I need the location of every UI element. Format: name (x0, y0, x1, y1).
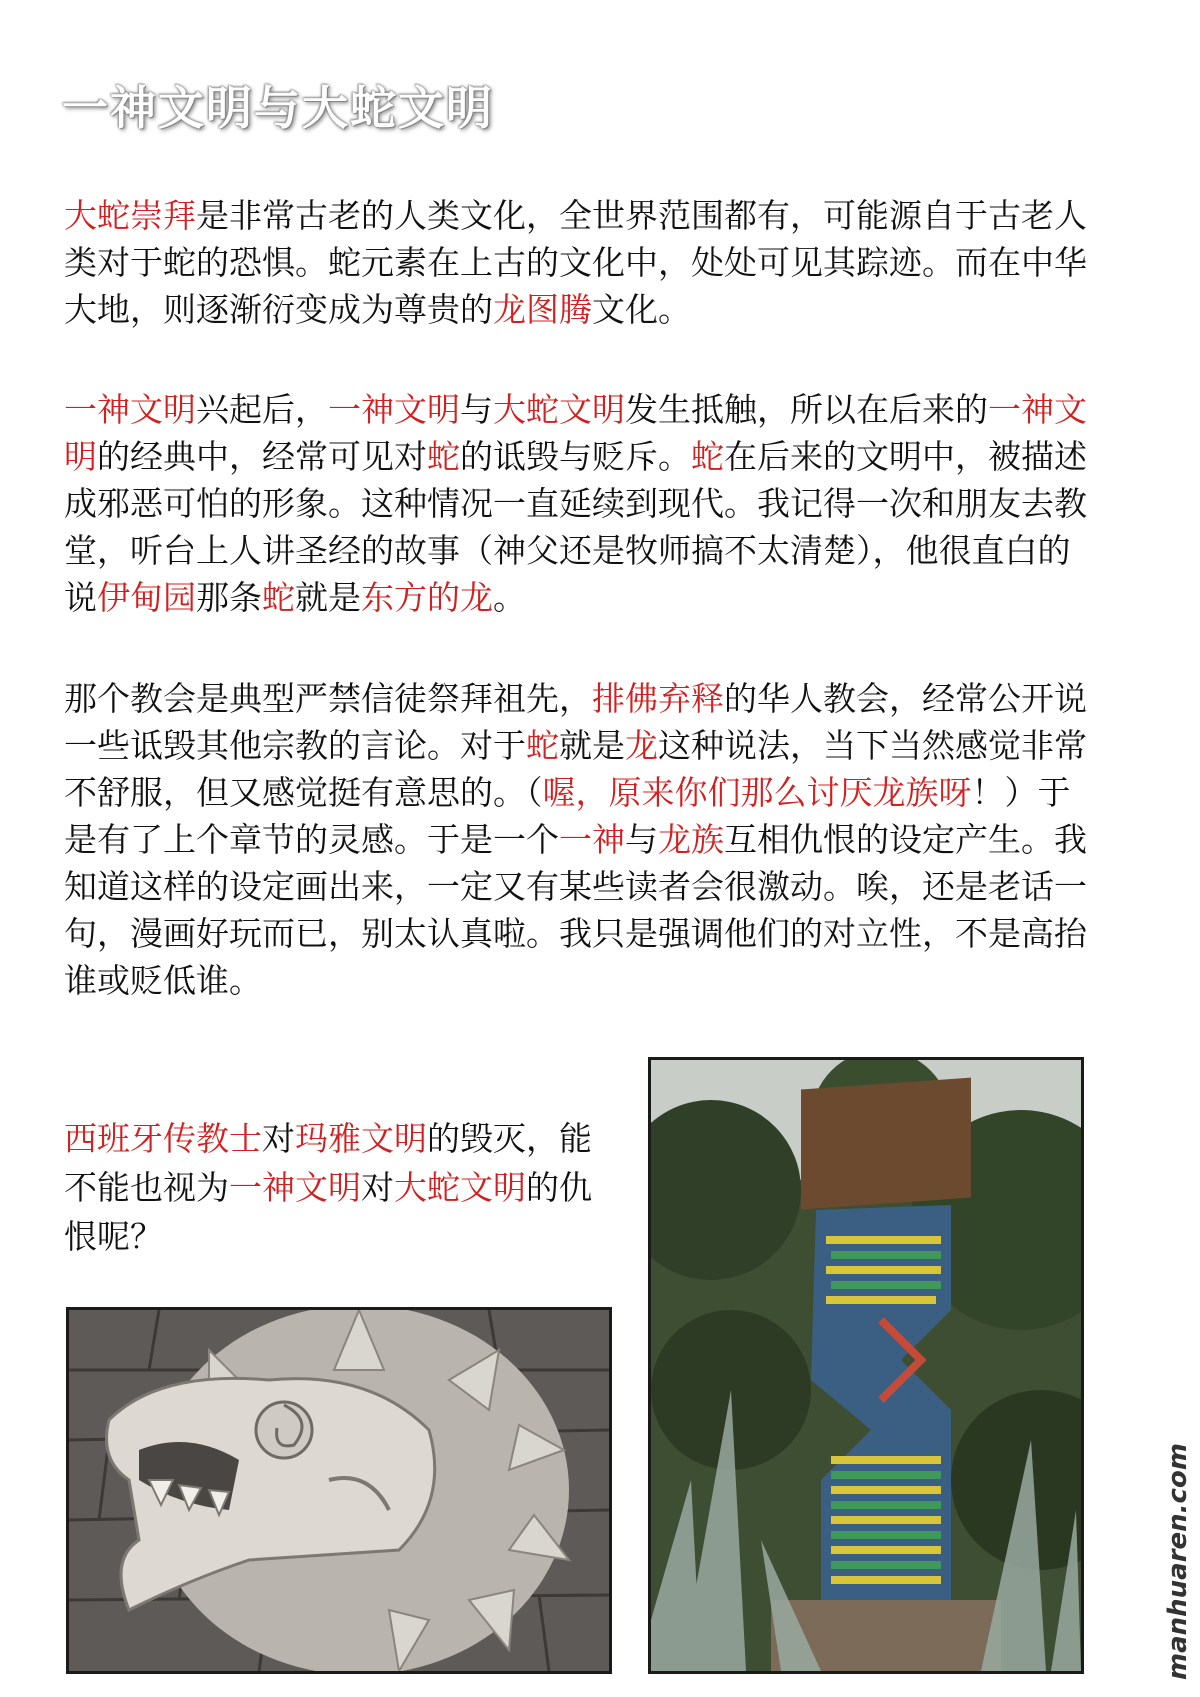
highlight-term: 东方的龙 (361, 578, 493, 617)
paragraph-serpent-worship (64, 192, 1094, 333)
highlight-term: 喔，原来你们那么讨厌龙族呀 (542, 773, 972, 812)
body-text: 对 (262, 1119, 295, 1158)
watermark-text: manhuaren.com (1163, 1443, 1193, 1680)
highlight-term: 蛇 (427, 437, 460, 476)
highlight-term: 一神文明 (64, 390, 1087, 476)
highlight-term: 伊甸园 (97, 578, 196, 617)
body-text: 与 (625, 820, 658, 859)
body-text: 的经典中，经常可见对 (97, 437, 427, 476)
highlight-term: 大蛇崇拜 (64, 196, 196, 235)
body-text: 的诋毁与贬斥。 (460, 437, 691, 476)
highlight-term: 大蛇文明 (493, 390, 625, 429)
body-text: 那条 (196, 578, 262, 617)
paragraph-church-anecdote (64, 675, 1094, 1004)
highlight-term: 龙族 (658, 820, 724, 859)
highlight-term: 一神文明 (328, 390, 460, 429)
highlight-term: 一神 (559, 820, 625, 859)
paragraph-monotheism-conflict (64, 386, 1094, 621)
highlight-term: 大蛇文明 (394, 1168, 526, 1207)
body-text: 。 (493, 578, 526, 617)
highlight-term: 蛇 (691, 437, 724, 476)
photo-caption-question (64, 1114, 624, 1261)
painted-serpent-column-photo (648, 1057, 1084, 1674)
body-text: ！）于是有了上个章节的灵感。于是一个 (64, 773, 1071, 859)
body-text: 的华人教会，经常公开说一些诋毁其他宗教的言论。对于 (64, 679, 1087, 765)
body-text: 的毁灭，能不能也视为 (64, 1119, 592, 1207)
highlight-term: 蛇 (526, 726, 559, 765)
site-watermark (1158, 1443, 1198, 1690)
highlight-term: 龙 (625, 726, 658, 765)
body-text: 的仇恨呢？ (64, 1168, 592, 1256)
body-text: 兴起后， (196, 390, 328, 429)
highlight-term: 龙图腾 (493, 290, 592, 329)
body-text: 文化。 (592, 290, 691, 329)
body-text: 就是 (295, 578, 361, 617)
page-title: 一神文明与大蛇文明 (62, 81, 494, 135)
body-text: 是非常古老的人类文化，全世界范围都有，可能源自于古老人类对于蛇的恐惧。蛇元素在上古的文化中，处处可见其踪迹。而在中华大地，则逐渐衍变成为尊贵的 (64, 196, 1087, 329)
serpent-head-stone-photo (66, 1307, 612, 1674)
highlight-term: 玛雅文明 (295, 1119, 427, 1158)
body-text: 发生抵触，所以在后来的 (625, 390, 988, 429)
body-text: 就是 (559, 726, 625, 765)
body-text: 那个教会是典型严禁信徒祭拜祖先， (64, 679, 592, 718)
highlight-term: 排佛弃释 (592, 679, 724, 718)
highlight-term: 西班牙传教士 (64, 1119, 262, 1158)
body-text: 与 (460, 390, 493, 429)
highlight-term: 一神文明 (229, 1168, 361, 1207)
body-text: 在后来的文明中，被描述成邪恶可怕的形象。这种情况一直延续到现代。我记得一次和朋友去教堂，听台上人讲圣经的故事（神父还是牧师搞不太清楚），他很直白的说 (64, 437, 1087, 617)
body-text: 互相仇恨的设定产生。我知道这样的设定画出来，一定又有某些读者会很激动。唉，还是老话一句，漫画好玩而已，别太认真啦。我只是强调他们的对立性，不是高抬谁或贬低谁。 (64, 820, 1087, 1000)
body-text: 这种说法，当下当然感觉非常不舒服，但又感觉挺有意思的。（ (64, 726, 1087, 812)
body-text: 对 (361, 1168, 394, 1207)
highlight-term: 一神文明 (64, 390, 196, 429)
highlight-term: 蛇 (262, 578, 295, 617)
